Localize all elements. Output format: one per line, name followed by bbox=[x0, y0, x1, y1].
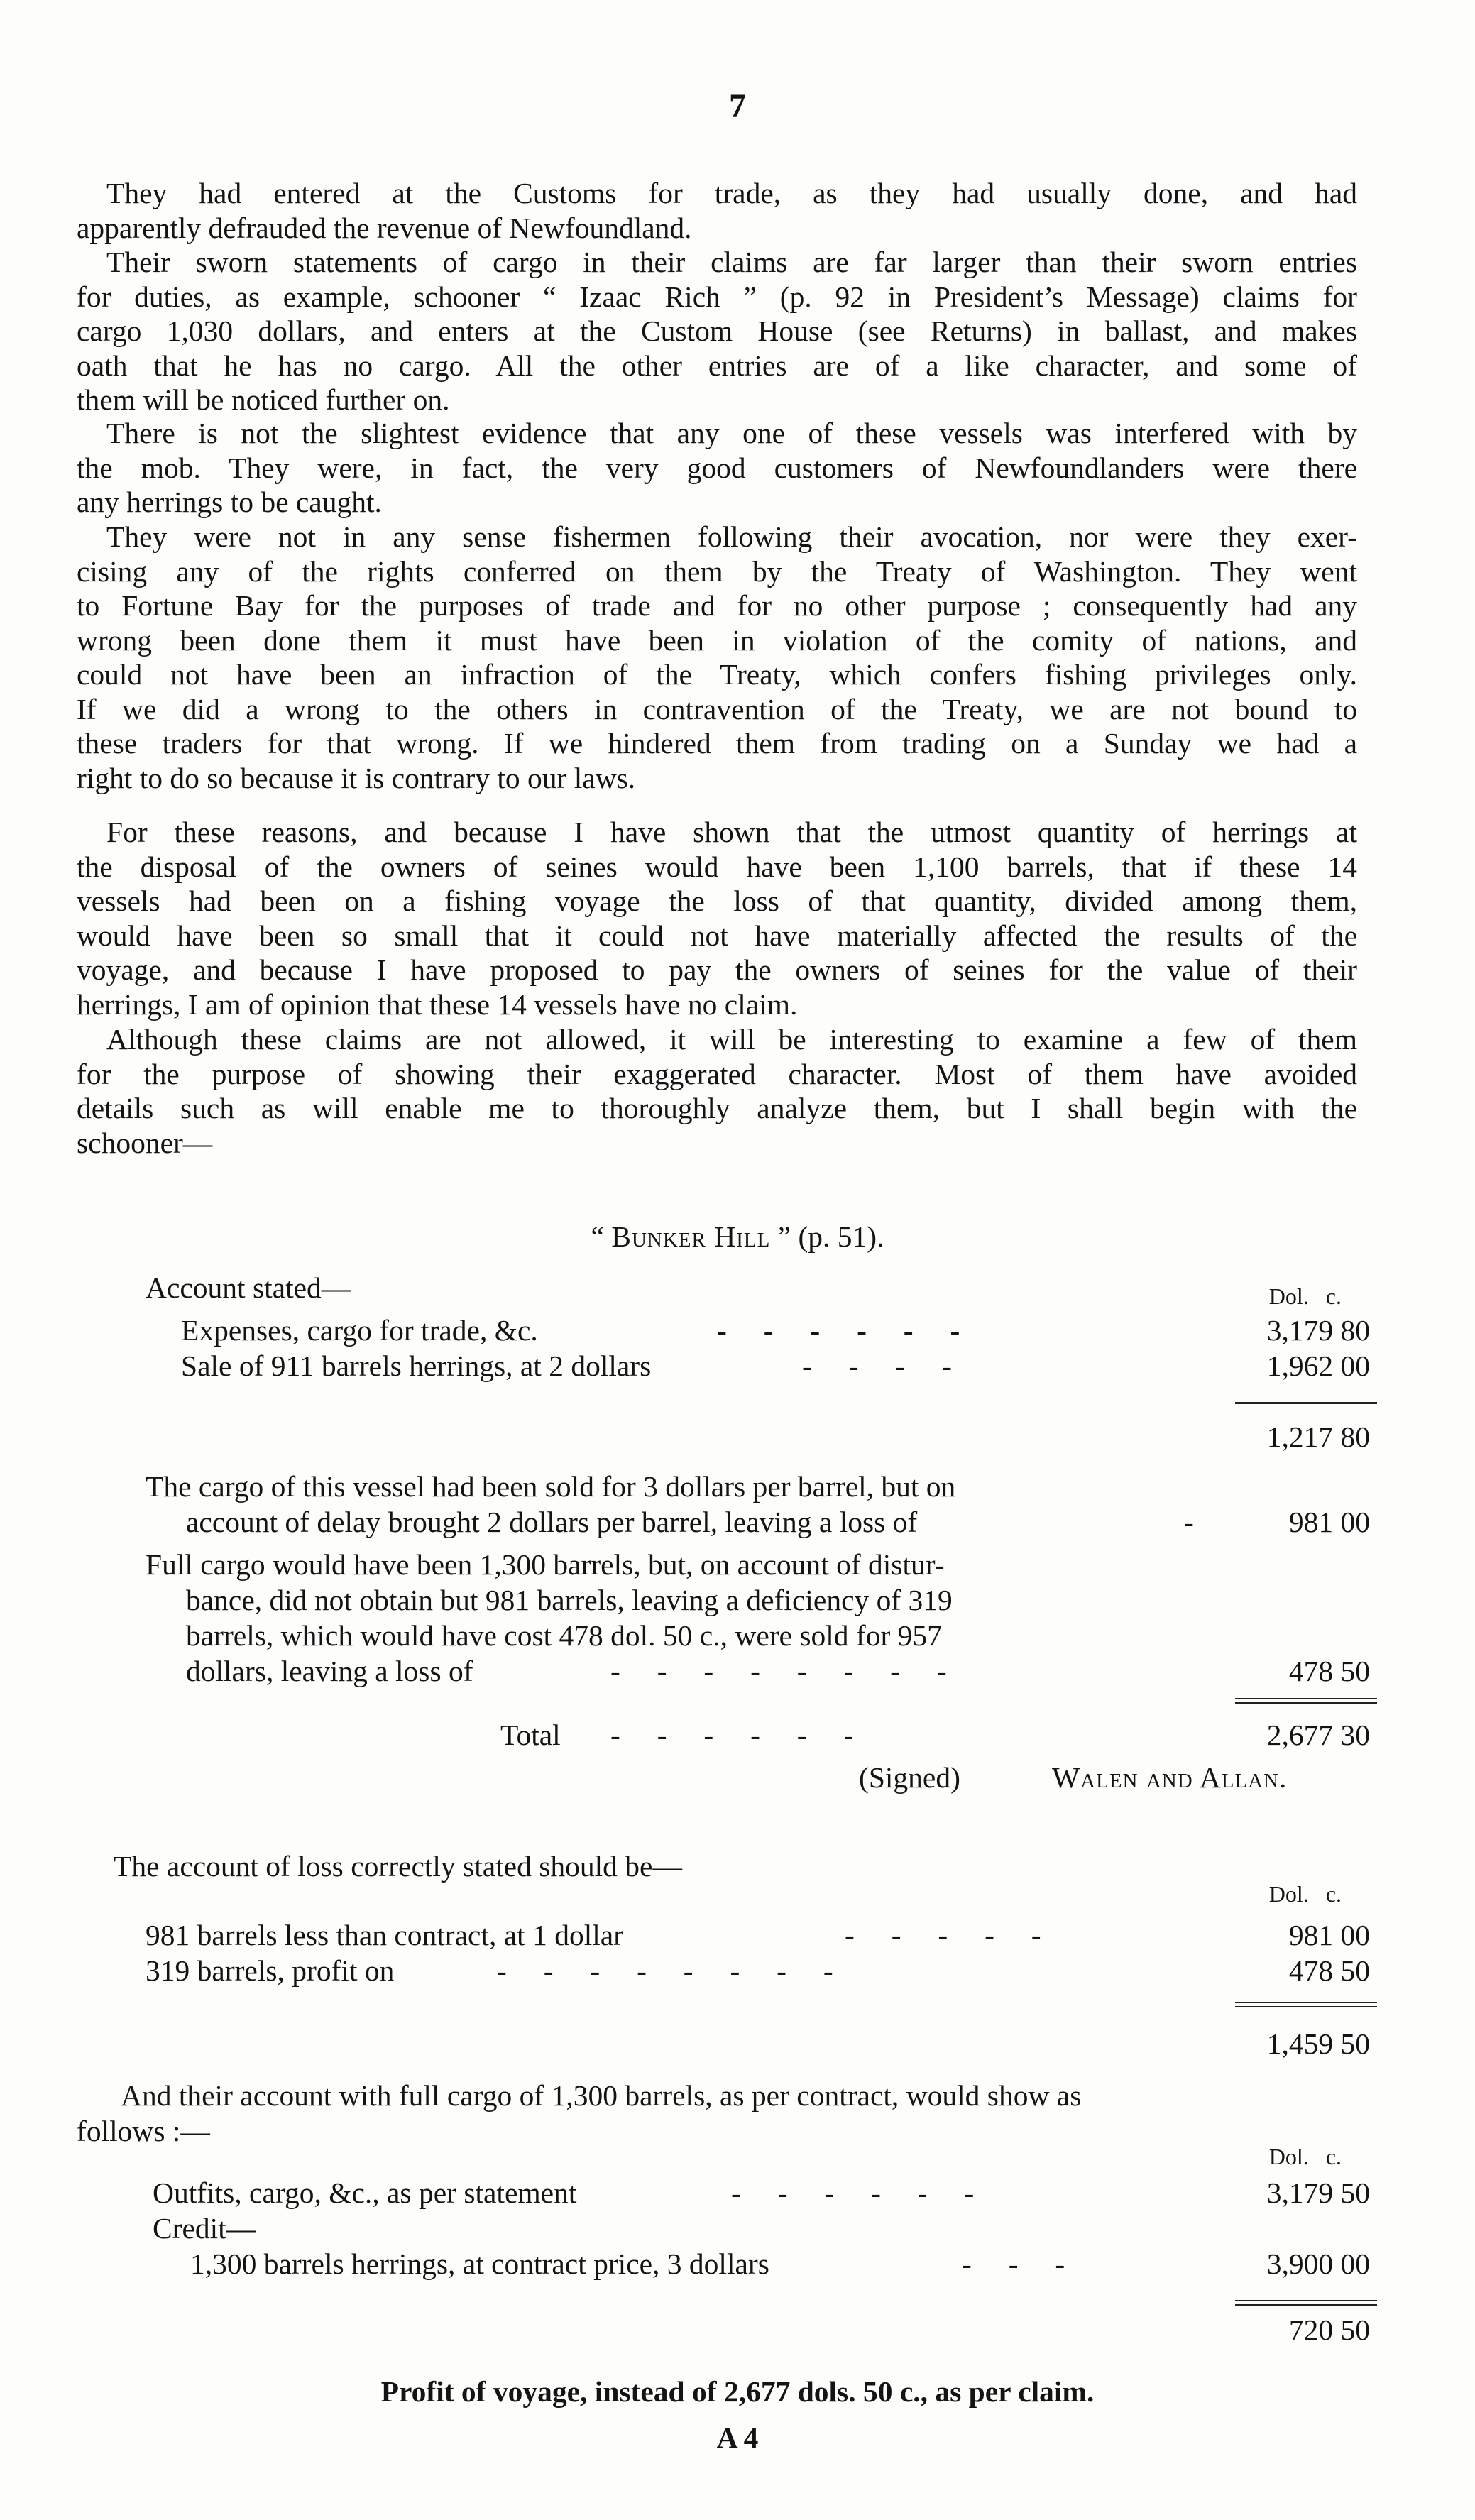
paragraph-line: these traders for that wrong. If we hindered them from trading on a Sunday we had a bbox=[77, 727, 1357, 760]
paragraph-line: They were not in any sense fishermen following their avocation, nor were they exer- bbox=[106, 520, 1357, 553]
full-cargo-text: And their account with full cargo of 1,300 barrels, as per contract, would show as bbox=[121, 2079, 1082, 2112]
paragraph-line: cargo 1,030 dollars, and enters at the Custom House (see Returns) in ballast, and makes bbox=[77, 314, 1357, 347]
leader-dots: - - - - bbox=[802, 1349, 952, 1382]
paragraph-line: herrings, I am of opinion that these 14 vessels have no claim. bbox=[77, 987, 798, 1021]
account-amount: 1,962 00 bbox=[1266, 1349, 1370, 1382]
paragraph-line: schooner— bbox=[77, 1126, 213, 1159]
column-header-dollars-cents: Dol. c. bbox=[1268, 1881, 1342, 1907]
leader-dots: - - - - - - - - bbox=[497, 1954, 833, 1987]
section-heading: “ Bunker Hill ” (p. 51). bbox=[591, 1220, 884, 1253]
account-row: 981 barrels less than contract, at 1 dollar bbox=[146, 1919, 623, 1951]
sum-rule bbox=[1235, 2002, 1377, 2007]
correct-account-heading: The account of loss correctly stated should be— bbox=[114, 1850, 682, 1883]
account-subtotal: 1,217 80 bbox=[1266, 1420, 1370, 1453]
account-row: Sale of 911 barrels herrings, at 2 dollars bbox=[181, 1349, 652, 1382]
loss-amount: 981 00 bbox=[1288, 1506, 1370, 1538]
leader-dots: - bbox=[1184, 1506, 1194, 1538]
column-header-dollars-cents: Dol. c. bbox=[1268, 1283, 1342, 1309]
leader-dots: - - - - - - bbox=[731, 2176, 975, 2209]
page-number: 7 bbox=[729, 87, 746, 125]
vessel-name: Bunker Hill bbox=[611, 1220, 771, 1253]
loss-text: account of delay brought 2 dollars per barrel, leaving a loss of bbox=[186, 1506, 918, 1538]
paragraph-line: details such as will enable me to thoroughly analyze them, but I shall begin with the bbox=[77, 1092, 1357, 1124]
paragraph-line: voyage, and because I have proposed to pay the owners of seines for the value of their bbox=[77, 953, 1357, 986]
paragraph-line: They had entered at the Customs for trade, as they had usually done, and had bbox=[106, 177, 1357, 209]
paragraph-line: would have been so small that it could not have materially affected the results of the bbox=[77, 919, 1357, 952]
paragraph-line: right to do so because it is contrary to our laws. bbox=[77, 761, 636, 794]
account-amount: 3,900 00 bbox=[1266, 2247, 1370, 2280]
leader-dots: - - - - - - bbox=[610, 1719, 854, 1751]
account-stated-label: Account stated— bbox=[146, 1271, 351, 1304]
paragraph-line: apparently defrauded the revenue of Newfoundland. bbox=[77, 211, 692, 244]
account-row: 319 barrels, profit on bbox=[146, 1954, 395, 1987]
sum-rule bbox=[1235, 1402, 1377, 1404]
sum-rule bbox=[1235, 2300, 1377, 2306]
leader-dots: - - - bbox=[962, 2247, 1065, 2280]
paragraph-line: cising any of the rights conferred on them by the Treaty of Washington. They went bbox=[77, 554, 1357, 588]
leader-dots: - - - - - - bbox=[717, 1314, 960, 1347]
column-header-dollars-cents: Dol. c. bbox=[1268, 2144, 1342, 2169]
account-row: 1,300 barrels herrings, at contract price, 3 dollars bbox=[190, 2247, 769, 2280]
paragraph-line: There is not the slightest evidence that any one of these vessels was interfered with by bbox=[106, 417, 1357, 449]
leader-dots: - - - - - - - - bbox=[610, 1655, 947, 1687]
loss-text: bance, did not obtain but 981 barrels, leaving a deficiency of 319 bbox=[186, 1584, 953, 1616]
paragraph-line: for the purpose of showing their exaggerated character. Most of them have avoided bbox=[77, 1057, 1357, 1090]
account-amount: 3,179 80 bbox=[1266, 1314, 1370, 1347]
loss-text: Full cargo would have been 1,300 barrels, but, on account of distur- bbox=[146, 1548, 945, 1581]
loss-text: barrels, which would have cost 478 dol. 50 c., were sold for 957 bbox=[186, 1619, 942, 1652]
loss-text: The cargo of this vessel had been sold for 3 dollars per barrel, but on bbox=[146, 1470, 956, 1503]
signature-mark: A 4 bbox=[716, 2421, 759, 2454]
paragraph-line: the mob. They were, in fact, the very good customers of Newfoundlanders were there bbox=[77, 451, 1357, 484]
account-amount: 981 00 bbox=[1288, 1919, 1370, 1951]
paragraph-line: them will be noticed further on. bbox=[77, 383, 450, 416]
leader-dots: - - - - - bbox=[845, 1919, 1041, 1951]
paragraph-line: any herrings to be caught. bbox=[77, 486, 382, 518]
signed-label: (Signed) bbox=[859, 1761, 960, 1794]
total-rule bbox=[1235, 1698, 1377, 1704]
paragraph-line: If we did a wrong to the others in contravention of the Treaty, we are not bound to bbox=[77, 692, 1357, 725]
paragraph-line: for duties, as example, schooner “ Izaac Rich ” (p. 92 in President’s Message) claims for bbox=[77, 280, 1357, 313]
account-result: 720 50 bbox=[1288, 2313, 1370, 2346]
account-amount: 3,179 50 bbox=[1266, 2176, 1370, 2209]
profit-line: Profit of voyage, instead of 2,677 dols. 50 c., as per claim. bbox=[380, 2375, 1095, 2408]
account-subtotal: 1,459 50 bbox=[1266, 2027, 1370, 2060]
loss-amount: 478 50 bbox=[1288, 1655, 1370, 1687]
full-cargo-text: follows :— bbox=[77, 2115, 210, 2147]
account-row: Outfits, cargo, &c., as per statement bbox=[153, 2176, 577, 2209]
account-row: Expenses, cargo for trade, &c. bbox=[181, 1314, 538, 1347]
total-label: Total bbox=[500, 1719, 561, 1751]
loss-text: dollars, leaving a loss of bbox=[186, 1655, 473, 1687]
paragraph-line: the disposal of the owners of seines would have been 1,100 barrels, that if these 14 bbox=[77, 850, 1357, 883]
paragraph-line: vessels had been on a fishing voyage the loss of that quantity, divided among them, bbox=[77, 884, 1357, 917]
account-amount: 478 50 bbox=[1288, 1954, 1370, 1987]
total-amount: 2,677 30 bbox=[1266, 1719, 1370, 1751]
paragraph-line: Their sworn statements of cargo in their claims are far larger than their sworn entries bbox=[106, 246, 1357, 278]
paragraph-line: For these reasons, and because I have shown that the utmost quantity of herrings at bbox=[106, 816, 1357, 848]
signatories: Walen and Allan. bbox=[1052, 1761, 1288, 1794]
paragraph-line: wrong been done them it must have been in violation of the comity of nations, and bbox=[77, 623, 1357, 657]
credit-label: Credit— bbox=[153, 2212, 256, 2245]
paragraph-line: Although these claims are not allowed, it will be interesting to examine a few of them bbox=[106, 1023, 1357, 1056]
paragraph-line: could not have been an infraction of the Treaty, which confers fishing privileges only. bbox=[77, 658, 1357, 691]
paragraph-line: to Fortune Bay for the purposes of trade and for no other purpose ; consequently had any bbox=[77, 589, 1357, 622]
paragraph-line: oath that he has no cargo. All the other entries are of a like character, and some of bbox=[77, 349, 1357, 382]
